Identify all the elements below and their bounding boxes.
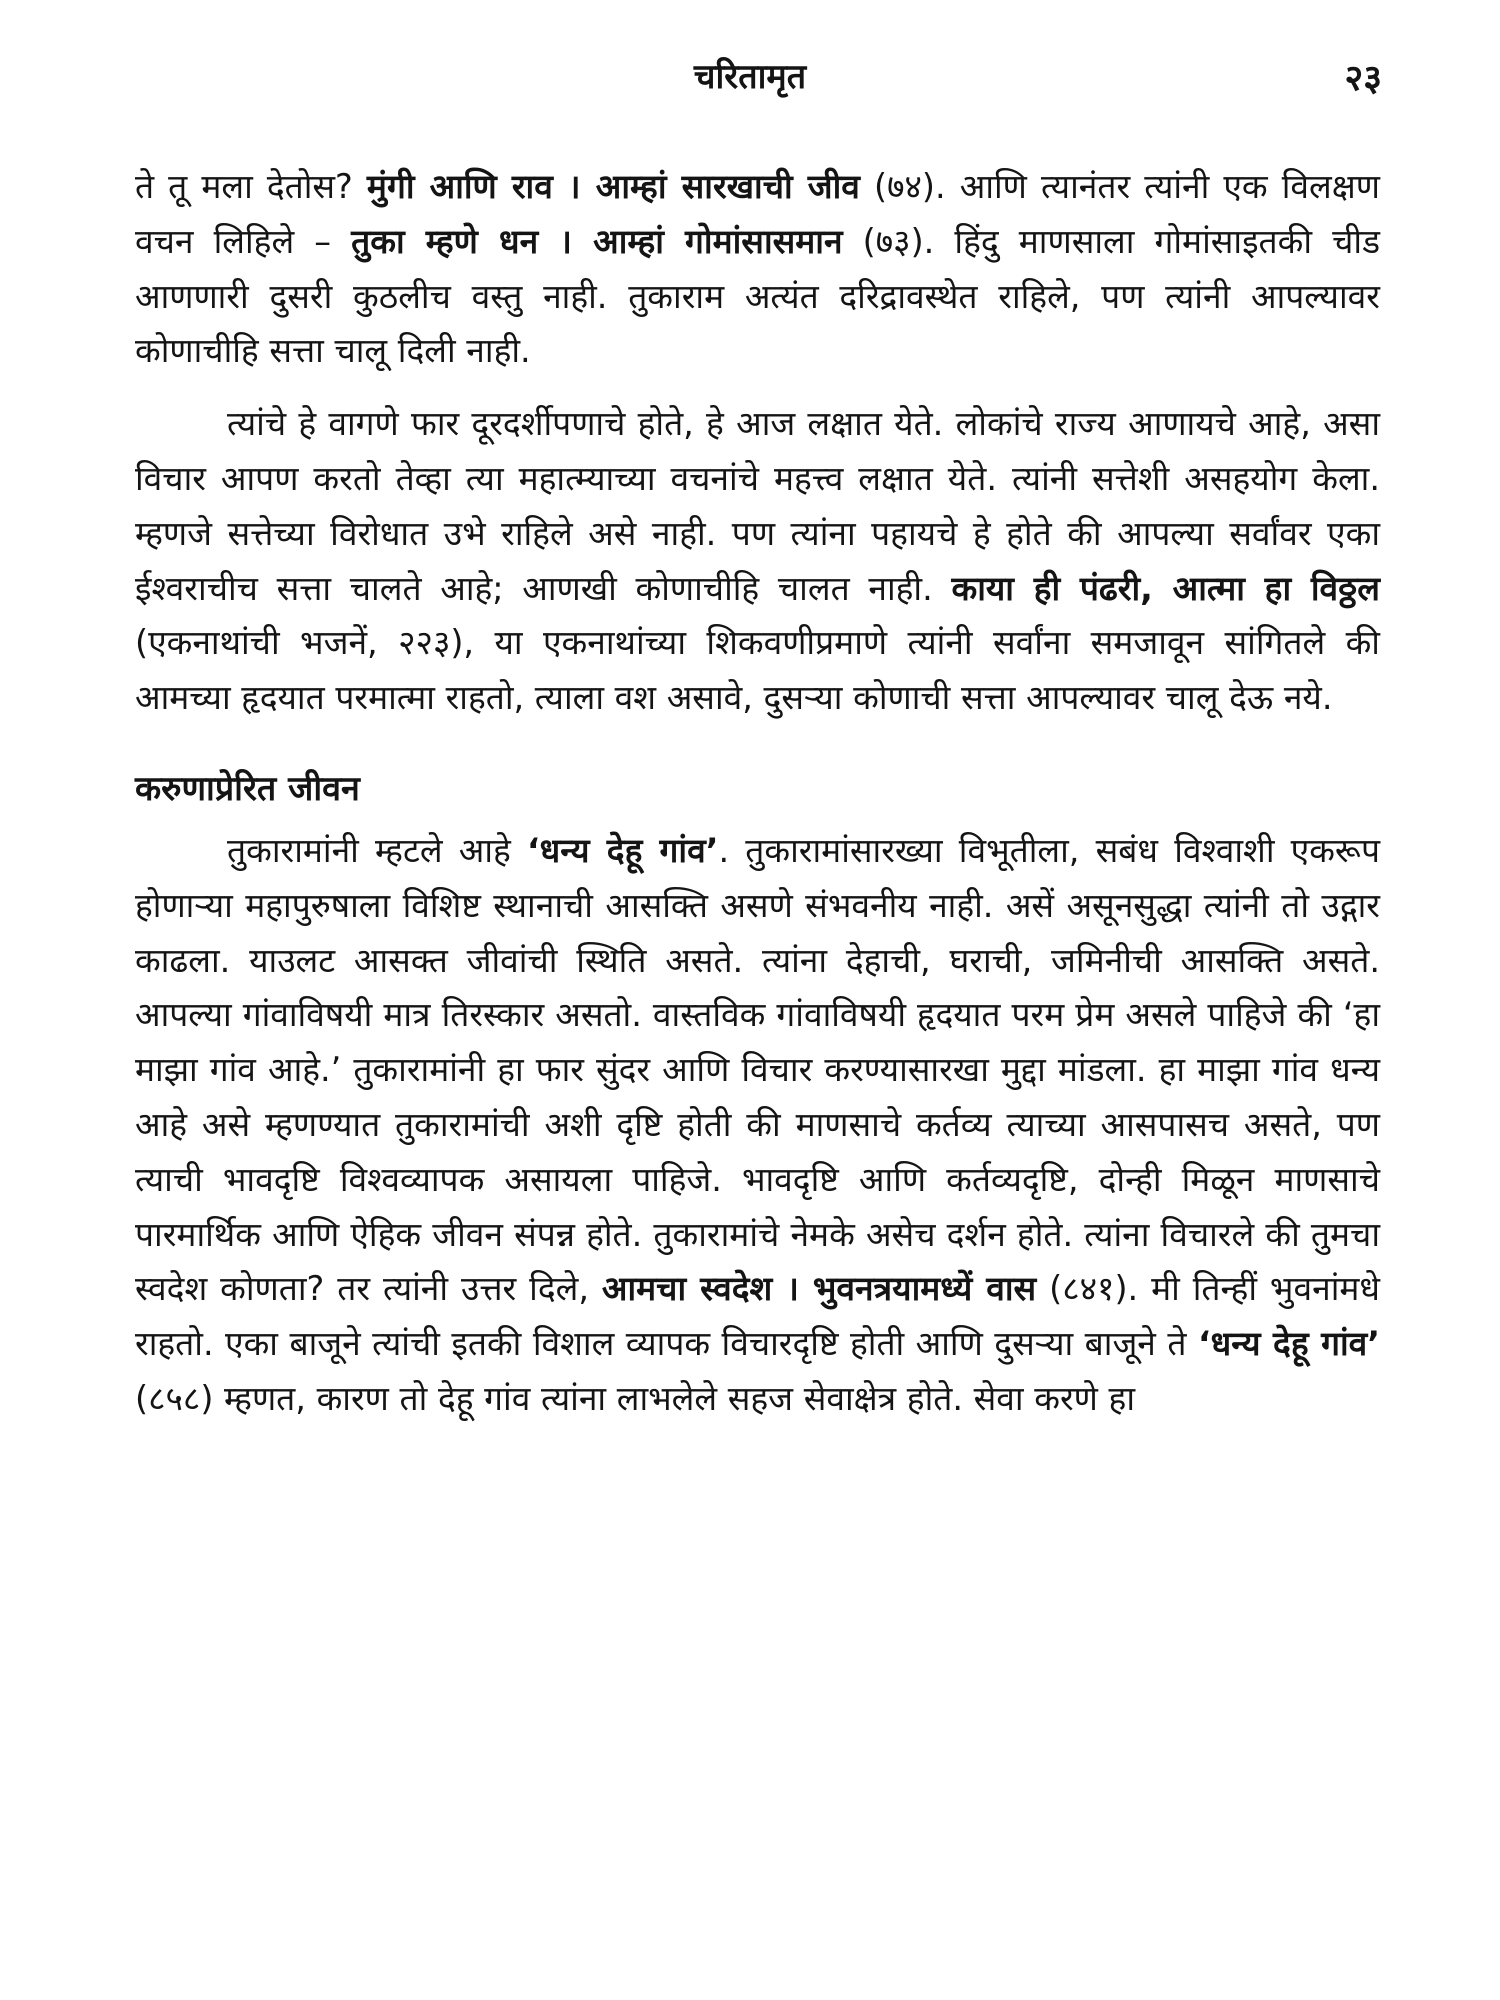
section-heading: करुणाप्रेरित जीवन [135,768,360,809]
quote-mungi-ani-rav: मुंगी आणि राव । आम्हां सारखाची जीव [366,167,860,206]
paragraph-3-text-2: . तुकारामांसारख्या विभूतीला, सबंध विश्वाशी एकरूप होणाऱ्या महापुरुषाला विशिष्ट स्थानाची आसक्ति असणे संभवनीय नाही. असें असूनसुद्धा त्यांनी तो उद्गार काढला. याउलट आसक्त जीवांची स्थिति असते. त्यांना देहाची, घराची, जमिनीची आसक्ति असते. आपल्या गांवाविषयी मात्र तिरस्कार असतो. वास्तविक गांवाविषयी हृदयात परम प्रेम असले पाहिजे की ‘हा माझा गांव आहे.’ तुकारामांनी हा फार सुंदर आणि विचार करण्यासारखा मुद्दा मांडला. हा माझा गांव धन्य आहे असे म्हणण्यात तुकारामांची अशी दृष्टि होती की माणसाचे कर्तव्य त्याच्या आसपासच असते, पण त्याची भावदृष्टि विश्वव्यापक असायला पाहिजे. भावदृष्टि आणि कर्तव्यदृष्टि, दोन्ही मिळून माणसाचे पारमार्थिक आणि ऐहिक जीवन संपन्न होते. तुकारामांचे नेमके असेच दर्शन होते. त्यांना विचारले की तुमचा स्वदेश कोणता? तर त्यांनी उत्तर दिले, [135,830,1380,1309]
paragraph-3-text-1: तुकारामांनी म्हटले आहे [227,830,527,870]
paragraph-1-text-3: (७३). हिंदु माणसाला गोमांसाइतकी चीड आणणारी दुसरी कुठलीच वस्तु नाही. तुकाराम अत्यंत दरिद्रावस्थेत राहिले, पण त्यांनी आपल्यावर कोणाचीहि सत्ता चालू दिली नाही. [135,221,1381,371]
paragraph-1-text-1: ते तू मला देतोस? [135,167,367,206]
page-header [0,52,1500,112]
quote-dhanya-dehu-gaon: ‘धन्य देहू गांव’ [526,830,719,870]
paragraph-2-text-1: त्यांचे हे वागणे फार दूरदर्शीपणाचे होते, हे आज लक्षात येते. लोकांचे राज्य आणायचे आहे, असा विचार आपण करतो तेव्हा त्या महात्म्याच्या वचनांचे महत्त्व लक्षात येते. त्यांनी सत्तेशी असहयोग केला. म्हणजे सत्तेच्या विरोधात उभे राहिले असे नाही. पण त्यांना पहायचे हे होते की आपल्या सर्वांवर एका ईश्वराचीच सत्ता चालते आहे; आणखी कोणाचीहि चालत नाही. [135,404,1380,608]
paragraph-2 [135,397,1380,726]
paragraph-1-text-2: (७४). आणि त्यानंतर त्यांनी एक विलक्षण वचन लिहिले – [135,167,1380,261]
quote-tuka-mhane-dhan: तुका म्हणे धन । आम्हां गोमांसासमान [351,221,843,261]
running-title: चरितामृत [693,57,807,97]
paragraph-3 [135,824,1380,1427]
quote-amcha-swadesh: आमचा स्वदेश । भुवनत्रयामध्यें वास [601,1269,1037,1309]
paragraph-2-text-2: (एकनाथांची भजनें, २२३), या एकनाथांच्या शिकवणीप्रमाणे त्यांनी सर्वांना समजावून सांगितले की आमच्या हृदयात परमात्मा राहतो, त्याला वश असावे, दुसऱ्या कोणाची सत्ता आपल्यावर चालू देऊ नये. [135,623,1380,718]
page-body [135,160,1380,1427]
paragraph-1 [135,160,1380,379]
paragraph-3-text-4: (८५८) म्हणत, कारण तो देहू गांव त्यांना लाभलेले सहज सेवाक्षेत्र होते. सेवा करणे हा [135,1378,1136,1418]
page-number: २३ [1344,58,1382,99]
quote-kaya-hi-pandhari: काया ही पंढरी, आत्मा हा विठ्ठल [951,568,1380,608]
paragraph-3-text-3: (८४१). मी तिन्हीं भुवनांमधे राहतो. एका बाजूने त्यांची इतकी विशाल व्यापक विचारदृष्टि होती आणि दुसऱ्या बाजूने ते [135,1269,1381,1364]
quote-dhanya-dehu-gaon-2: ‘धन्य देहू गांव’ [1197,1324,1381,1364]
